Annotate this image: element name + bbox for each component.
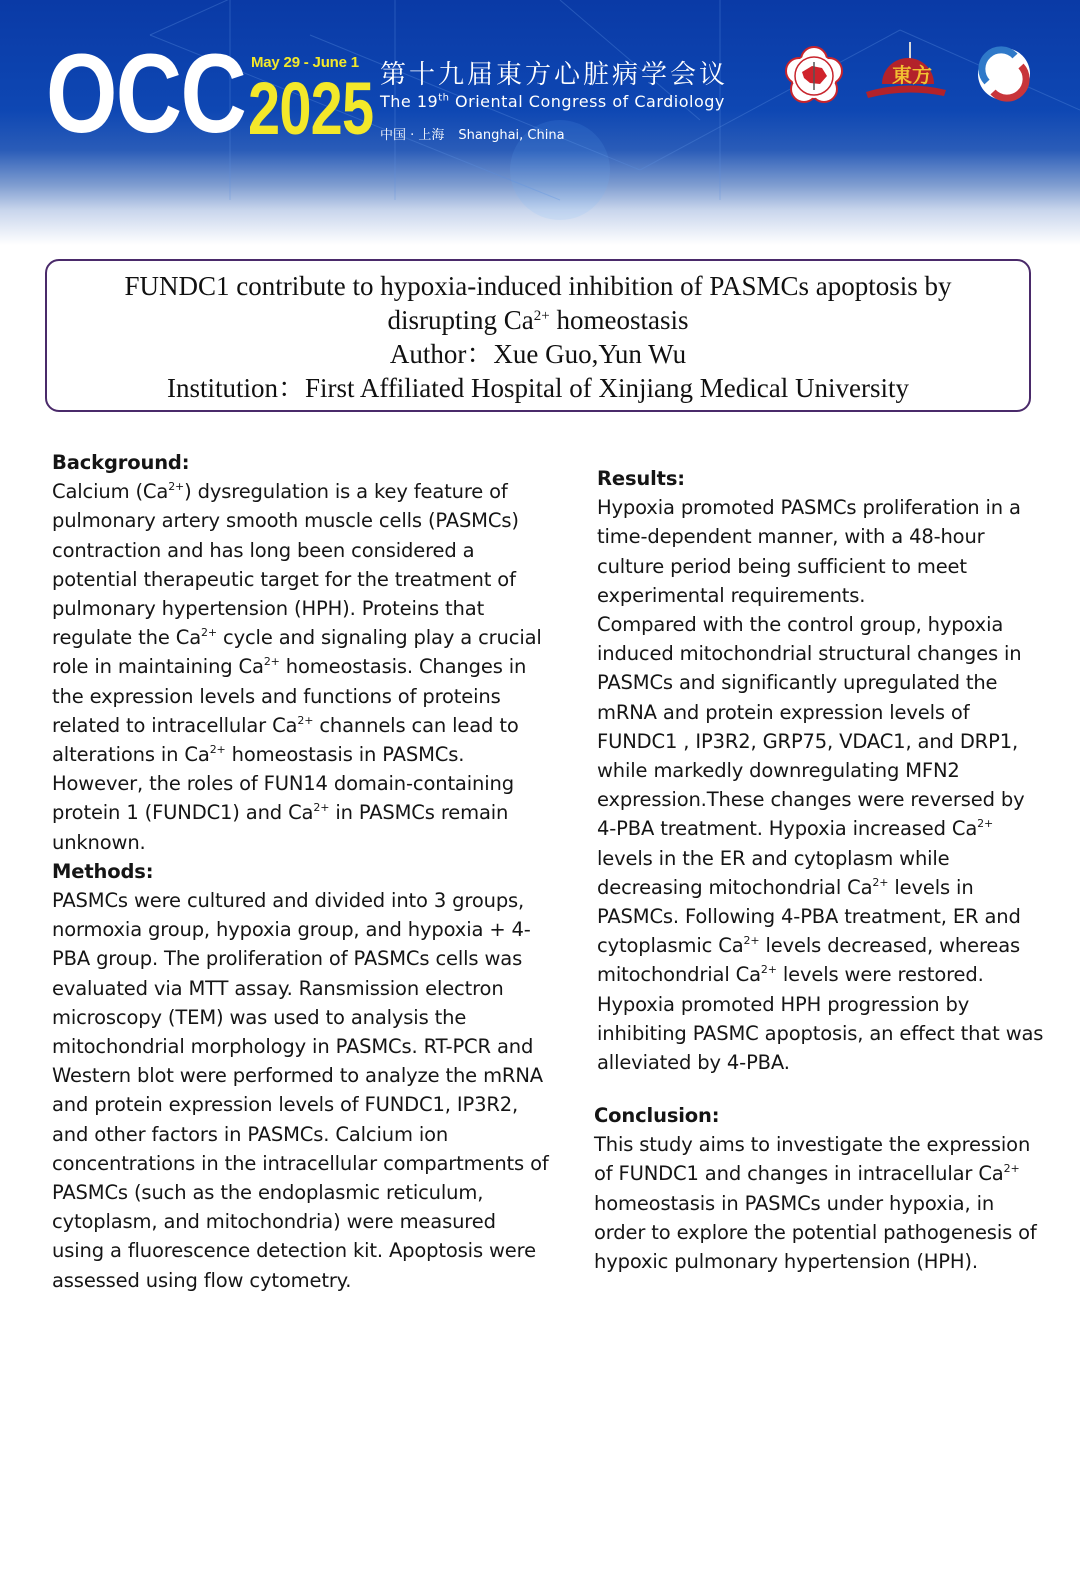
english-conference-title: [380, 92, 725, 111]
superscript: 2+: [1003, 1162, 1020, 1176]
results-paragraph-1: Hypoxia promoted PASMCs proliferation in a time-dependent manner, with a 48-hour culture period being sufficient to meet experimental requirements.: [597, 496, 1021, 607]
text-segment: levels in the ER and cytoplasm while decreasing mitochondrial Ca: [597, 846, 950, 899]
superscript: 2+: [201, 626, 217, 640]
conference-year: 2025: [248, 67, 374, 150]
institution-line: Institution：First Affiliated Hospital of Xinjiang Medical University: [167, 373, 909, 403]
results-heading: Results:: [597, 467, 685, 490]
conference-banner: [0, 0, 1080, 245]
english-title-sup: th: [438, 92, 450, 104]
text-segment: ) dysregulation is a key feature of pulmonary artery smooth muscle cells (PASMCs) contraction and has long been considered a potential therapeutic target for the treatment of pulmonary hypertension (HPH). Proteins that regulate the Ca: [52, 480, 519, 650]
background-text: [52, 477, 552, 857]
text-segment: levels were restored.: [776, 963, 984, 987]
superscript: 2+: [760, 963, 777, 977]
conference-location: [380, 124, 565, 143]
superscript: 2+: [263, 655, 280, 669]
text-segment: levels decreased, whereas mitochondrial Ca: [597, 934, 1021, 987]
poster-title-box: [45, 259, 1031, 412]
oriental-congress-logo: [862, 40, 950, 102]
chinese-conference-title: 第十九届東方心脏病学会议: [380, 60, 729, 90]
text-segment: levels in PASMCs. Following 4-PBA treatment, ER and cytoplasmic Ca: [597, 875, 1021, 958]
text-segment: Calcium (Ca: [52, 480, 169, 504]
right-column-conclusion: [594, 1101, 1044, 1276]
background-heading: Background:: [52, 451, 190, 474]
svg-text:東方: 東方: [892, 63, 932, 87]
author-line: Author：Xue Guo,Yun Wu: [389, 339, 687, 369]
superscript: 2+: [168, 480, 185, 494]
methods-heading: Methods:: [52, 859, 154, 883]
poster-title-line-1: FUNDC1 contribute to hypoxia-induced inhibition of PASMCs apoptosis by: [124, 271, 952, 301]
poster-title-line-2: [47, 303, 1029, 337]
text-segment: homeostasis. Changes in the expression levels and functions of proteins related to intracellular Ca: [52, 655, 527, 737]
right-column-results: [597, 464, 1047, 1077]
results-paragraph-2: [597, 610, 1047, 990]
title-text: homeostasis: [549, 305, 689, 335]
left-column: [52, 448, 552, 1295]
conclusion-text: [594, 1130, 1044, 1276]
english-title-prefix: The 19: [380, 92, 439, 111]
text-segment: Compared with the control group, hypoxia induced mitochondrial structural changes in PASMCs and significantly upregulated the mRNA and protein expression levels of FUNDC1 , IP3R2, GRP75, VDAC1, and DRP1, while markedly downregulating MFN2 expression.These changes were reversed by 4-PBA treatment. Hypoxia increased Ca: [597, 613, 1025, 841]
conference-dates: May 29 - June 1: [251, 54, 359, 71]
conclusion-heading: Conclusion:: [594, 1104, 720, 1127]
text-segment: channels can lead to alterations in Ca: [52, 713, 519, 767]
results-paragraph-3: Hypoxia promoted HPH progression by inhibiting PASMC apoptosis, an effect that was alleviated by 4-PBA.: [597, 992, 1044, 1075]
superscript: 2+: [872, 875, 889, 889]
location-english: Shanghai, China: [458, 128, 565, 143]
occ-logo-text: OCC: [46, 31, 246, 156]
text-segment: cycle and signaling play a crucial role in maintaining Ca: [52, 626, 542, 679]
cardiology-congress-logo: [975, 44, 1033, 104]
superscript: 2+: [297, 713, 314, 727]
methods-text: PASMCs were cultured and divided into 3 groups, normoxia group, hypoxia group, and hypoxia + 4-PBA group. The proliferation of PASMCs cells was evaluated via MTT assay. Ransmission electron microscopy (TEM) was used to analysis the mitochondrial morphology in PASMCs. RT-PCR and Western blot were performed to analyze the mRNA and protein expression levels of FUNDC1, IP3R2, and other factors in PASMCs. Calcium ion concentrations in the intracellular compartments of PASMCs (such as the endoplasmic reticulum, cytoplasm, and mitochondria) were measured using a fluorescence detection kit. Apoptosis were assessed using flow cytometry.: [52, 889, 549, 1292]
english-title-suffix: Oriental Congress of Cardiology: [449, 92, 725, 111]
superscript: 2+: [209, 743, 226, 757]
text-segment: homeostasis in PASMCs. However, the roles of FUN14 domain-containing protein 1 (FUNDC1) and Ca: [52, 743, 514, 825]
shanghai-medical-association-logo: [784, 46, 844, 106]
text-segment: in PASMCs remain unknown.: [52, 801, 509, 854]
title-text: disrupting Ca: [387, 305, 534, 335]
superscript: 2+: [977, 817, 994, 831]
superscript: 2+: [313, 801, 330, 815]
text-segment: This study aims to investigate the expression of FUNDC1 and changes in intracellular Ca: [594, 1133, 1031, 1186]
text-segment: homeostasis in PASMCs under hypoxia, in order to explore the potential pathogenesis of hypoxic pulmonary hypertension (HPH).: [594, 1191, 1037, 1274]
superscript: 2+: [743, 934, 760, 948]
title-sup: 2+: [533, 308, 550, 324]
location-chinese: 中国 · 上海: [380, 128, 445, 143]
